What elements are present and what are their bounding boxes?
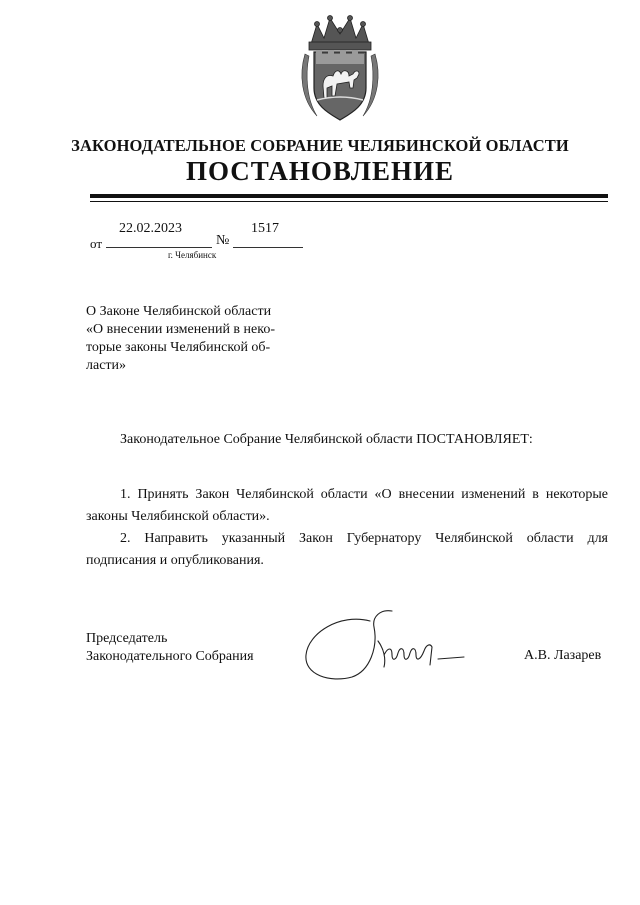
handwritten-signature xyxy=(300,603,480,685)
signatory-position-line: Председатель xyxy=(86,631,168,646)
document-type-title: ПОСТАНОВЛЕНИЕ xyxy=(185,156,455,186)
preamble-text: Законодательное Собрание Челябинской области ПОСТАНОВЛЯЕТ: xyxy=(120,432,533,447)
header-rule-thin xyxy=(90,201,608,202)
subject-line: ласти» xyxy=(86,358,127,373)
number-underline xyxy=(233,247,303,248)
organization-title: ЗАКОНОДАТЕЛЬНОЕ СОБРАНИЕ ЧЕЛЯБИНСКОЙ ОБЛАСТИ xyxy=(71,136,569,155)
date-value: 22.02.2023 xyxy=(119,221,182,236)
signatory-position-line: Законодательного Собрания xyxy=(86,649,254,664)
signatory-position xyxy=(86,630,254,666)
resolution-item-2: 2. Направить указанный Закон Губернатору Челябинской области для подписания и опубликования. xyxy=(86,531,608,568)
signatory-name: А.В. Лазарев xyxy=(524,648,602,663)
number-value: 1517 xyxy=(251,221,279,236)
subject-line: «О внесении изменений в неко- xyxy=(86,322,275,337)
number-label: № xyxy=(216,233,230,248)
date-underline xyxy=(106,247,212,248)
coat-of-arms-emblem xyxy=(297,14,383,124)
subject-heading xyxy=(86,303,278,375)
city-label: г. Челябинск xyxy=(168,250,217,260)
subject-line: О Законе Челябинской области xyxy=(86,304,272,319)
header-rule-thick xyxy=(90,194,608,198)
resolution-item-1: 1. Принять Закон Челябинской области «О внесении изменений в некоторые законы Челябинской области». xyxy=(86,487,608,524)
subject-line: торые законы Челябинской об- xyxy=(86,340,271,355)
date-label: от xyxy=(90,236,103,251)
